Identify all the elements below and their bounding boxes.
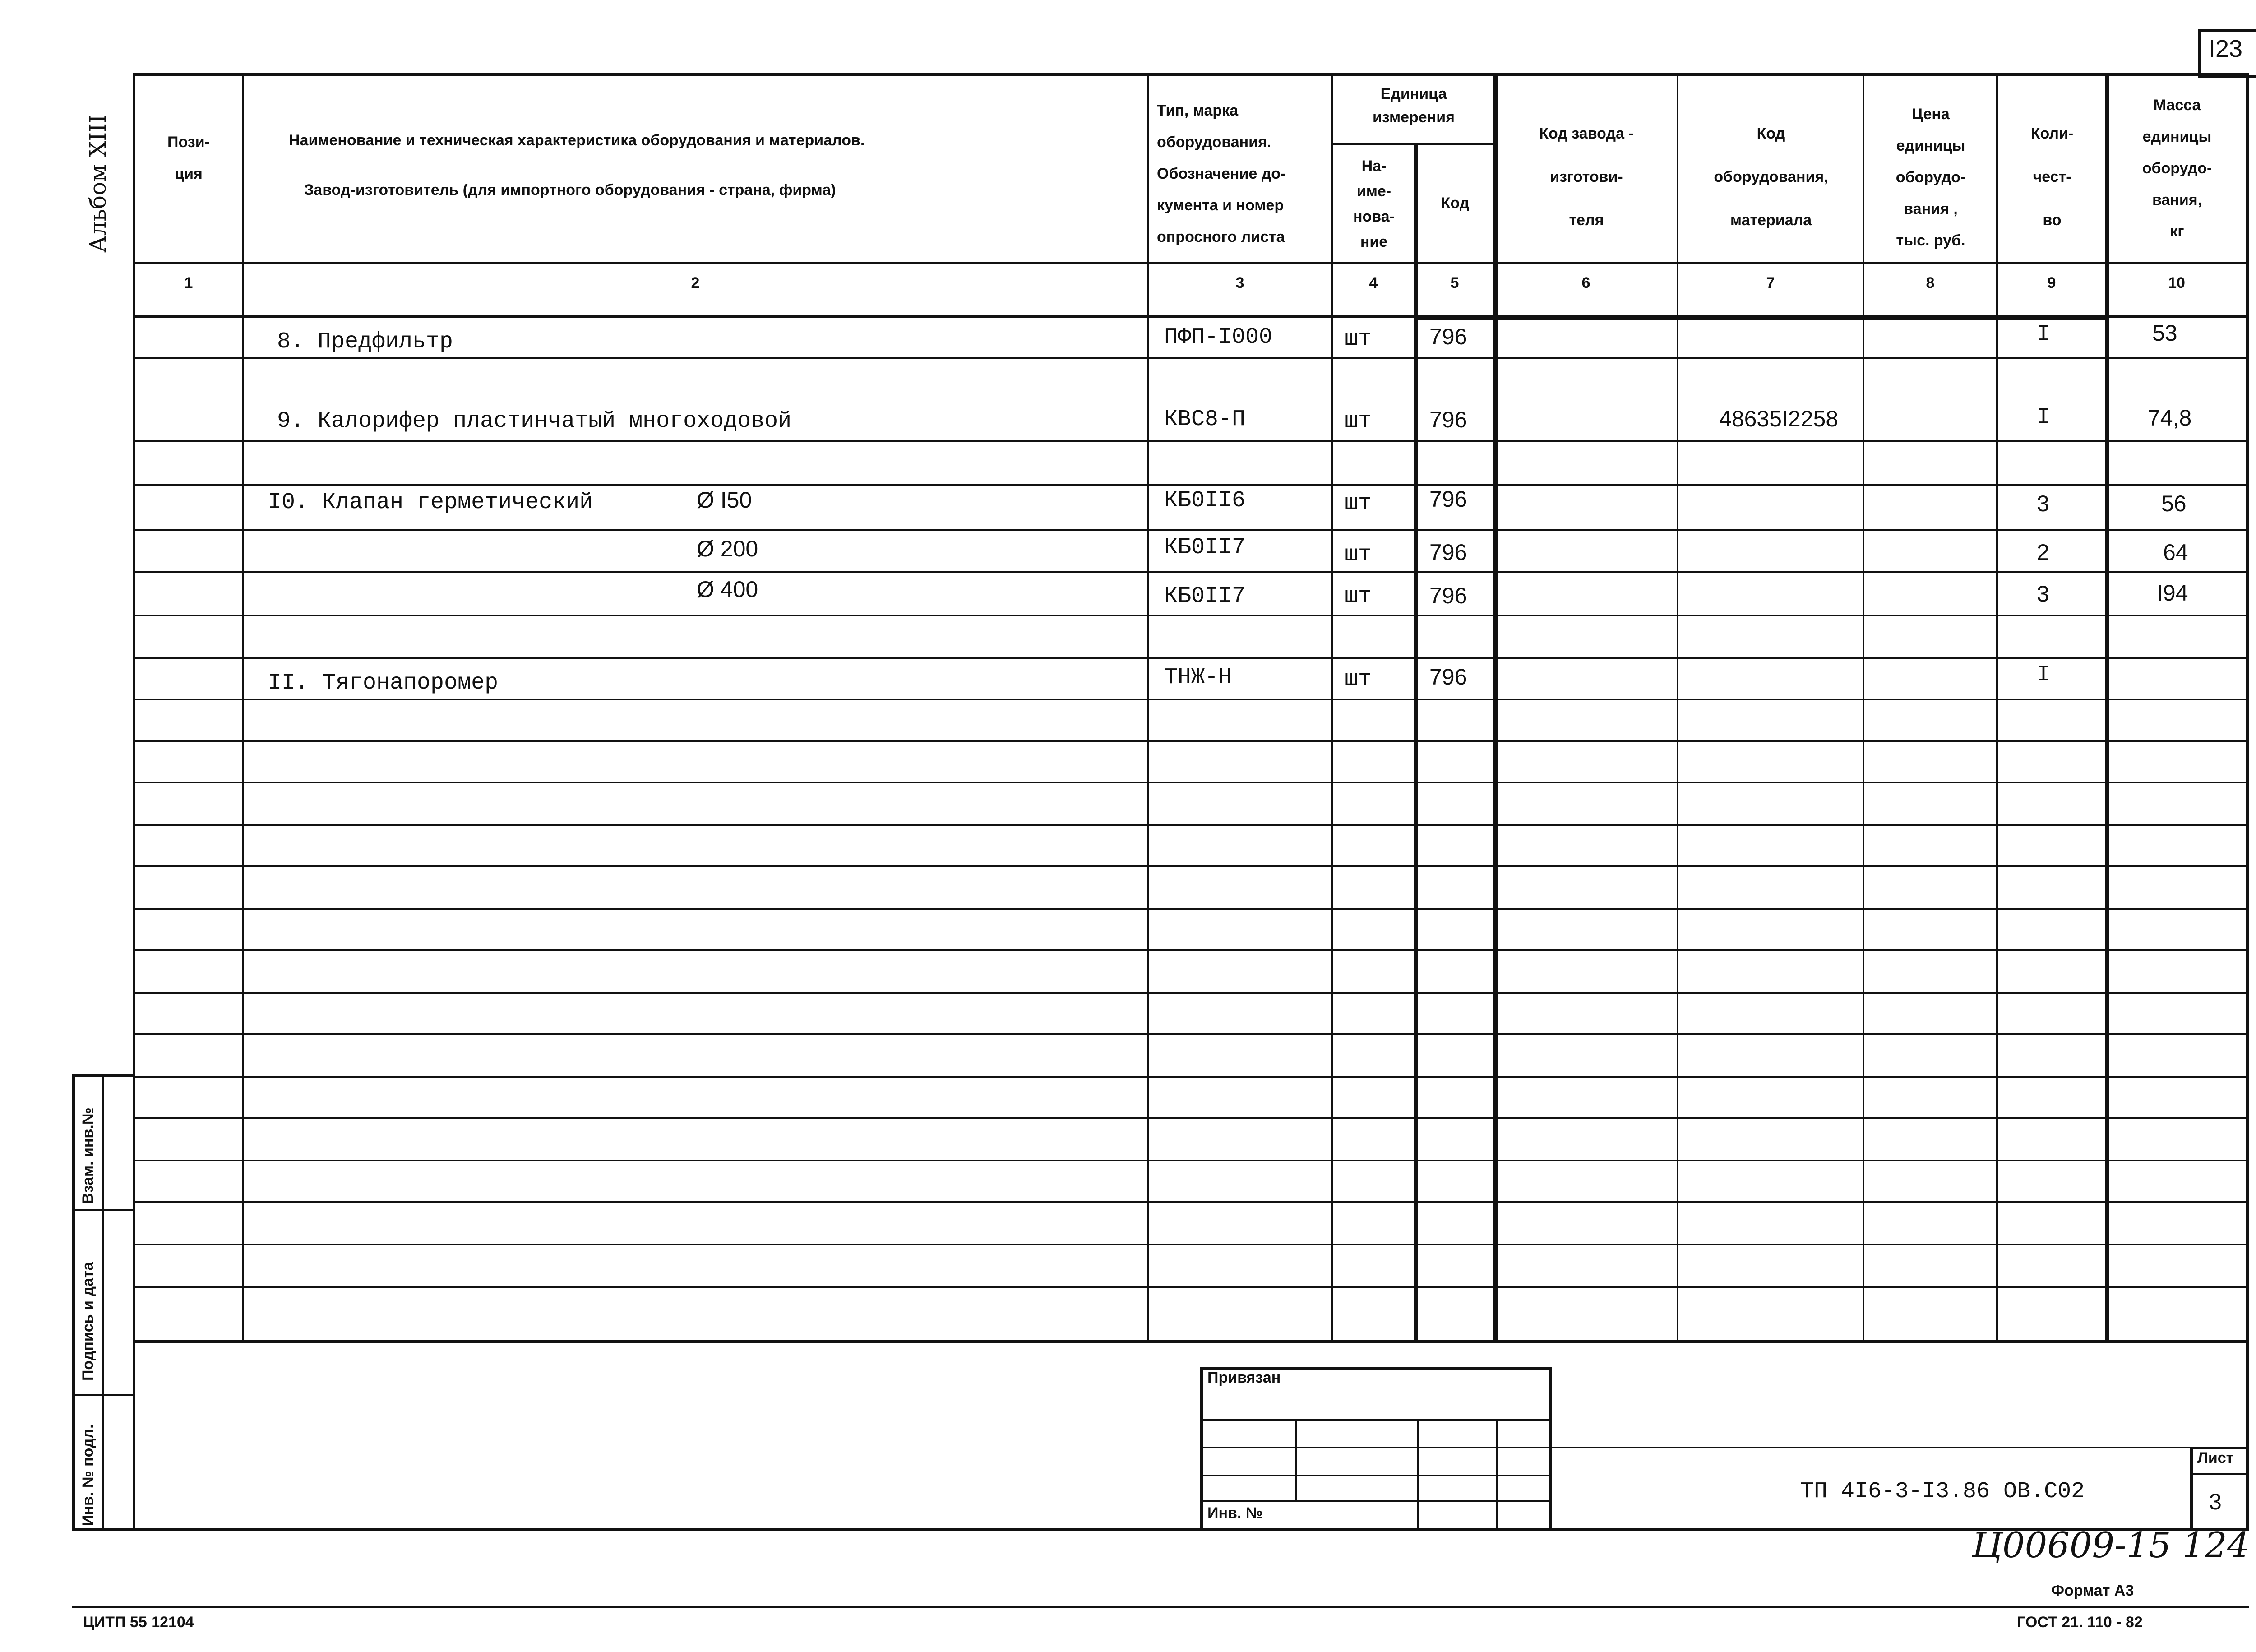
col-num-10: 10 (2168, 274, 2185, 292)
unit-sub-line (1331, 143, 1493, 145)
row-qty: 3 (2037, 491, 2049, 516)
hdr-c4: На- име- нова- ние (1353, 157, 1395, 250)
row-unit: шт (1345, 491, 1372, 516)
col-num-4: 4 (1369, 274, 1378, 292)
hdr-c8: Цена единицы оборудо- вания , тыс. руб. (1895, 106, 1966, 249)
row-mass: I94 (2157, 580, 2188, 606)
col-line-6 (1677, 73, 1678, 1340)
privyazan-line-1 (1200, 1419, 1552, 1421)
row-code: 796 (1429, 583, 1467, 608)
inv-no-label: Инв. № (1207, 1504, 1263, 1522)
row-separator (133, 992, 2249, 994)
privyazan-col-3 (1496, 1419, 1498, 1531)
privyazan-label: Привязан (1207, 1369, 1281, 1386)
col-num-6: 6 (1581, 274, 1590, 292)
col-line-4 (1414, 143, 1418, 1340)
row-qty: I (2037, 322, 2051, 347)
col-line-5 (1493, 73, 1498, 1340)
col-line-3 (1331, 73, 1333, 1340)
row-name: II. Тягонапоромер (268, 670, 499, 696)
row-separator (133, 740, 2249, 742)
side-line-2 (72, 1394, 135, 1396)
row-eq-code: 48635I2258 (1719, 406, 1839, 431)
hdr-c10: Масса единицы оборудо- вания, кг (2142, 97, 2212, 240)
row-unit: шт (1345, 666, 1372, 692)
row-separator (133, 1201, 2249, 1203)
row-separator (133, 657, 2249, 659)
row-type: КБ0II7 (1164, 535, 1246, 560)
col-num-2: 2 (691, 274, 700, 292)
header-bottom-line (133, 262, 2249, 264)
page-number: I23 (2209, 35, 2243, 62)
row-code: 796 (1429, 407, 1467, 432)
side-podpis: Подпись и дата (79, 1262, 97, 1381)
row-separator (133, 484, 2249, 486)
row-separator (133, 1160, 2249, 1161)
row-unit: шт (1345, 408, 1372, 434)
row-separator (133, 615, 2249, 616)
side-line-1 (72, 1209, 135, 1211)
handwritten-note: Ц00609-15 124 (1972, 1525, 2250, 1566)
row-qty: 3 (2037, 581, 2049, 606)
row-unit: шт (1345, 326, 1372, 352)
row-separator (133, 949, 2249, 951)
privyazan-line-2 (1200, 1447, 1552, 1448)
row-dia: Ø I50 (697, 487, 752, 513)
title-block-line (1552, 1447, 2249, 1448)
hdr-c1: Пози- ция (167, 134, 210, 182)
row-separator (133, 782, 2249, 783)
format-label: Формат А3 (2051, 1582, 2134, 1599)
row-code: 796 (1429, 540, 1467, 565)
outer-bottom-line (72, 1606, 2249, 1608)
col-num-3: 3 (1235, 274, 1244, 292)
side-inv-podl: Инв. № подл. (79, 1424, 97, 1526)
col-num-5: 5 (1450, 274, 1459, 292)
row-code: 796 (1429, 324, 1467, 349)
col-line-9 (2105, 73, 2109, 1340)
list-label: Лист (2197, 1449, 2234, 1467)
privyazan-col-1 (1295, 1419, 1297, 1500)
row-separator (133, 824, 2249, 826)
col-line-8 (1996, 73, 1998, 1340)
row-unit: шт (1345, 542, 1372, 568)
side-vzam: Взам. инв.№ (79, 1107, 97, 1204)
hdr-c5: Код (1441, 194, 1470, 212)
hdr-c7: Код оборудования, материала (1714, 125, 1828, 229)
col-line-7 (1863, 73, 1864, 1340)
row-separator (133, 1286, 2249, 1288)
row-qty: I (2037, 662, 2051, 688)
row-separator (133, 1244, 2249, 1245)
footer-right: ГОСТ 21. 110 - 82 (2017, 1614, 2143, 1631)
row-mass: 56 (2161, 491, 2187, 516)
thick-box-top (1414, 316, 2109, 320)
row-separator (133, 865, 2249, 867)
row-type: КБ0II6 (1164, 488, 1246, 514)
row-dia: Ø 400 (697, 577, 758, 602)
row-type: КВС8-П (1164, 407, 1246, 432)
row-type: КБ0II7 (1164, 583, 1246, 609)
col-line-2 (1147, 73, 1149, 1340)
privyazan-line-4 (1200, 1500, 1552, 1502)
row-code: 796 (1429, 664, 1467, 689)
row-name: 9. Калорифер пластинчатый многоходовой (277, 408, 792, 434)
row-name: 8. Предфильтр (277, 329, 453, 355)
row-qty: 2 (2037, 540, 2049, 565)
row-separator (133, 529, 2249, 531)
row-separator (133, 908, 2249, 910)
footer-left: ЦИТП 55 12104 (83, 1614, 194, 1631)
album-label: Альбом XIII (85, 114, 111, 253)
row-separator (133, 1117, 2249, 1119)
hdr-c45: Единица измерения (1373, 85, 1455, 126)
row-separator (133, 440, 2249, 442)
hdr-c9: Коли- чест- во (2030, 125, 2074, 229)
row-mass: 74,8 (2148, 405, 2192, 430)
row-unit: шт (1345, 583, 1372, 609)
row-type: ТНЖ-Н (1164, 665, 1232, 690)
document-designation: ТП 4I6-3-I3.86 ОВ.С02 (1800, 1479, 2085, 1504)
row-separator (133, 1076, 2249, 1078)
row-separator (133, 357, 2249, 359)
col-line-1 (242, 73, 244, 1340)
row-separator (133, 1033, 2249, 1035)
privyazan-col-2 (1417, 1419, 1419, 1531)
row-qty: I (2037, 405, 2051, 430)
list-box-divider (2190, 1473, 2249, 1475)
col-num-8: 8 (1926, 274, 1935, 292)
row-code: 796 (1429, 486, 1467, 512)
row-type: ПФП-I000 (1164, 324, 1273, 350)
row-separator (133, 571, 2249, 573)
privyazan-line-3 (1200, 1475, 1552, 1476)
hdr-c6: Код завода - изготови- теля (1539, 125, 1634, 229)
col-num-9: 9 (2047, 274, 2056, 292)
col-num-7: 7 (1766, 274, 1775, 292)
row-mass: 64 (2163, 540, 2188, 565)
table-bottom-line (133, 1340, 2249, 1343)
row-mass: 53 (2152, 320, 2177, 346)
hdr-c3: Тип, марка оборудования. Обозначение до- кумента и номер опросного листа (1157, 102, 1286, 245)
row-dia: Ø 200 (697, 536, 758, 561)
list-number: 3 (2209, 1489, 2222, 1514)
row-separator (133, 699, 2249, 700)
hdr-c2: Наименование и техническая характеристика оборудования и материалов. Завод-изготовитель (для импортного оборудования - страна, фирма) (289, 132, 865, 199)
col-num-1: 1 (184, 274, 193, 292)
row-name: I0. Клапан герметический (268, 490, 593, 515)
side-stamp-divider (102, 1074, 104, 1531)
